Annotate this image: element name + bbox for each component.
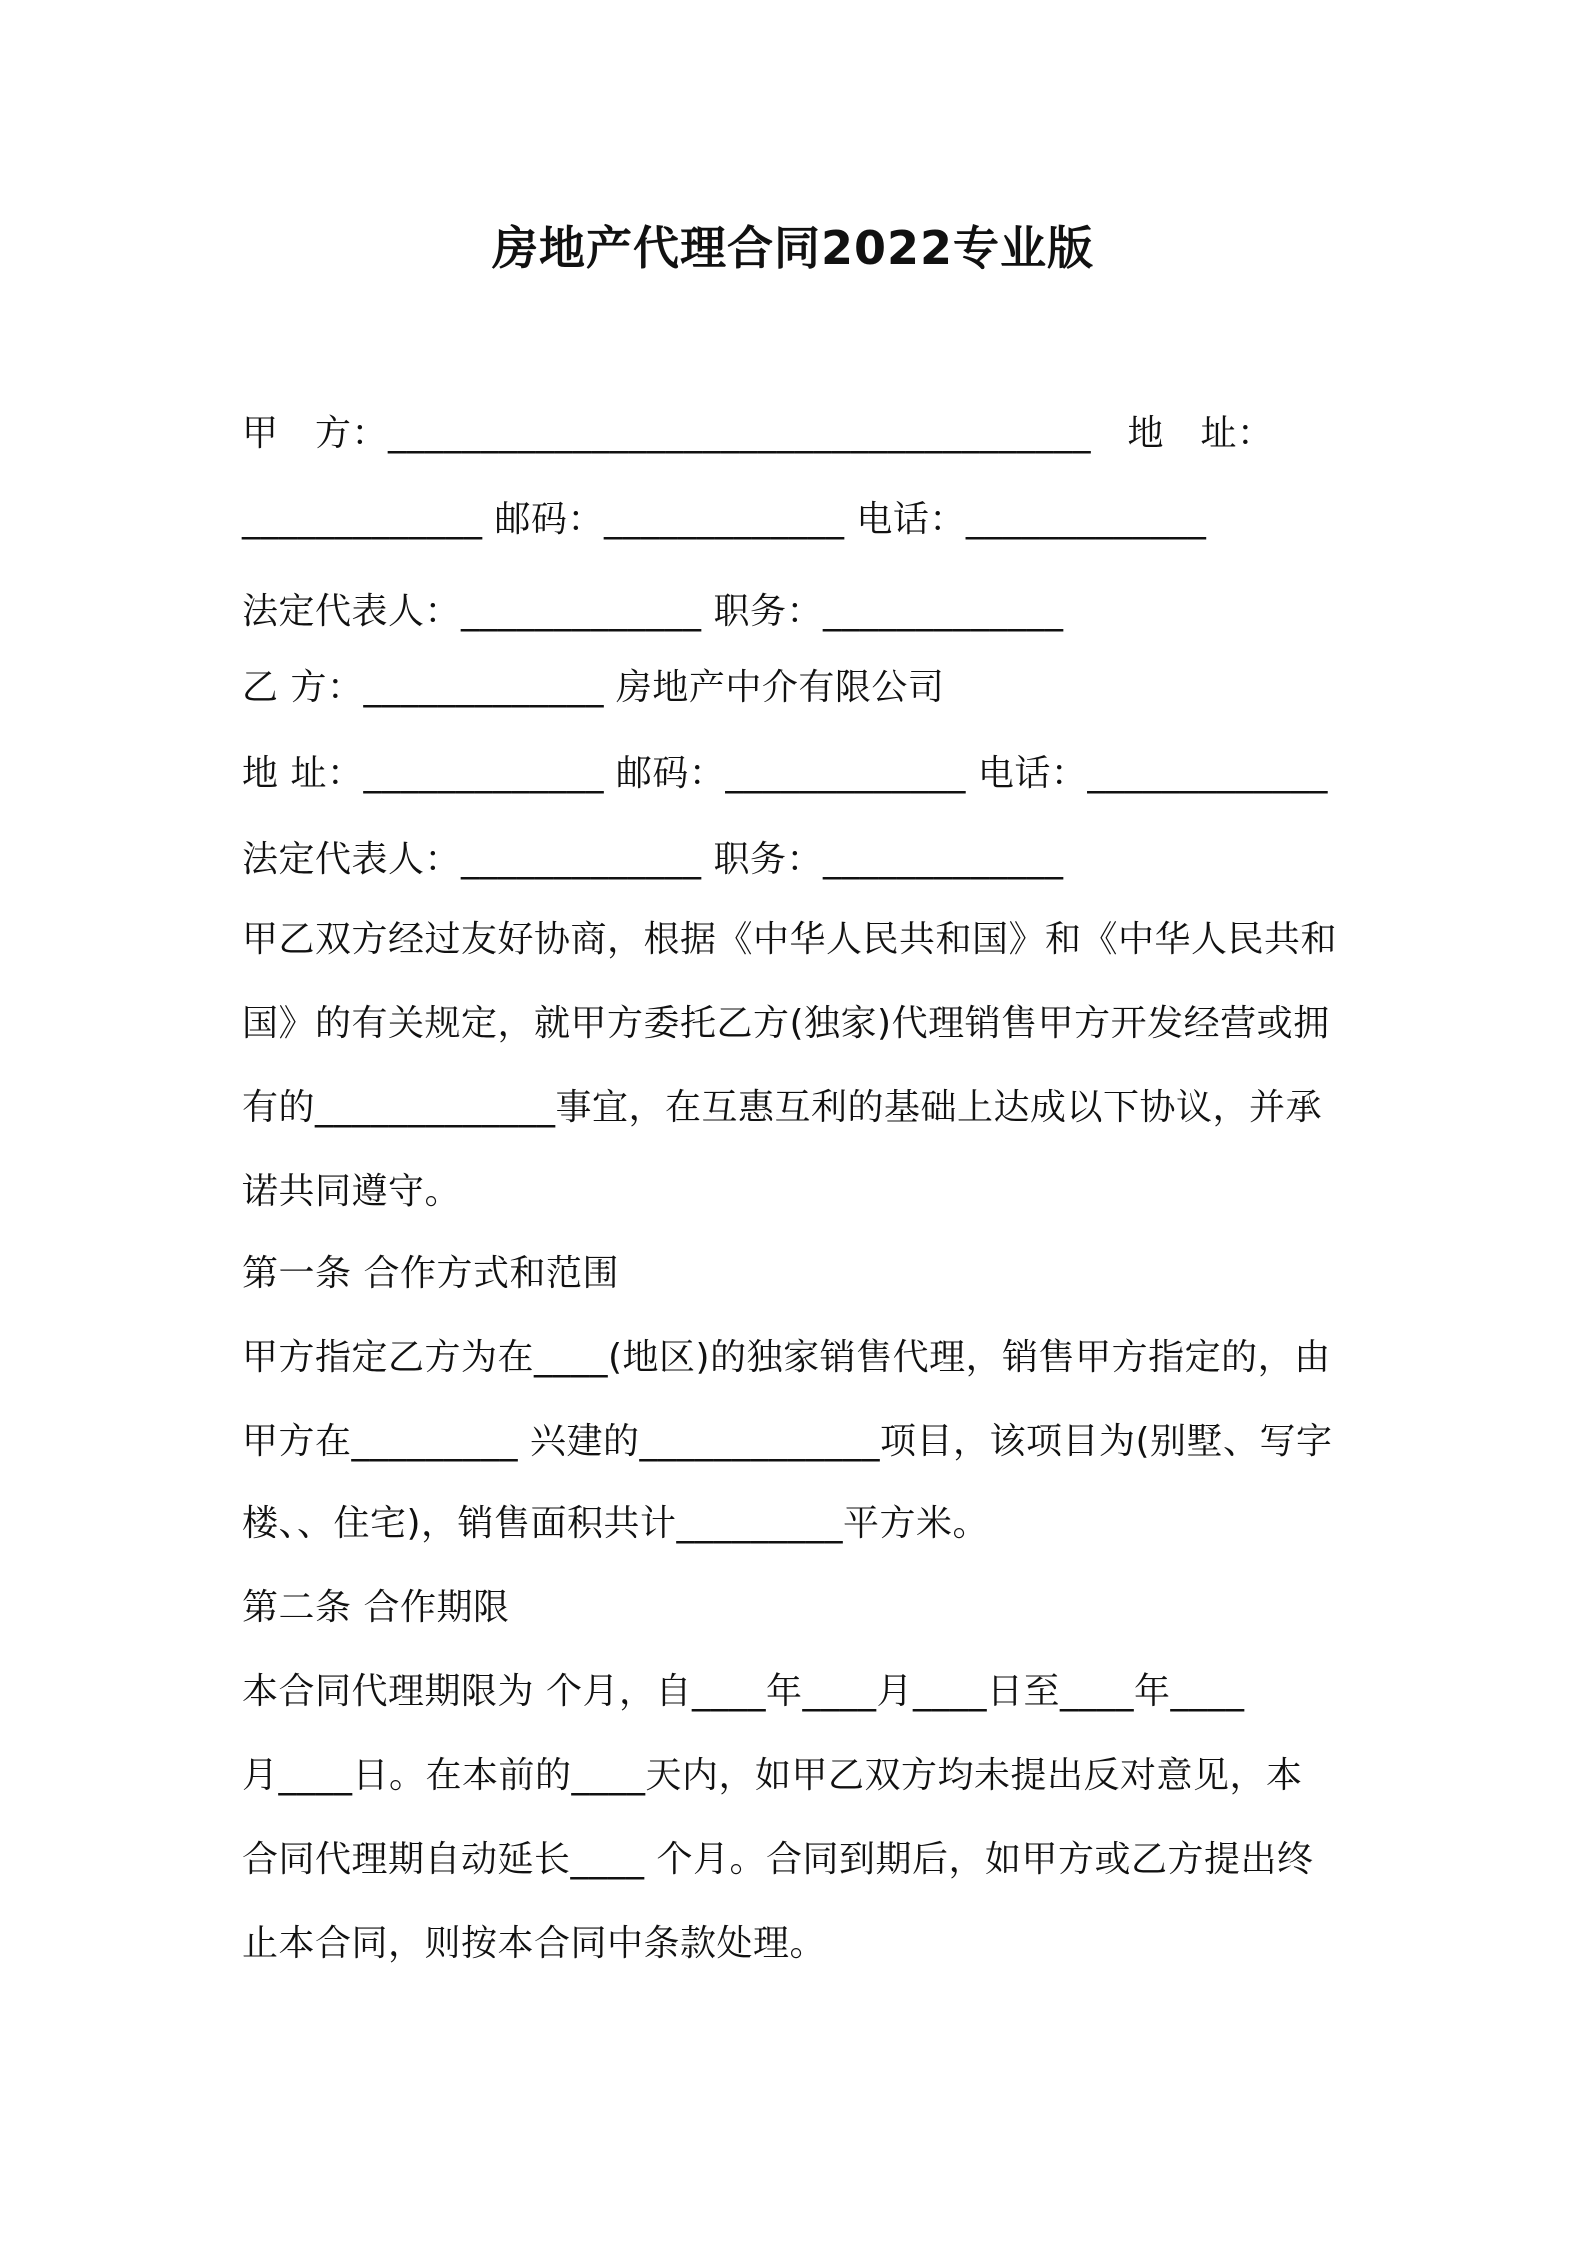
- article-2-line-2: 月____日。在本前的____天内，如甲乙双方均未提出反对意见，本: [242, 1755, 1303, 1796]
- preamble-line-3: 有的_____________事宜，在互惠互利的基础上达成以下协议，并承: [242, 1087, 1323, 1128]
- article-2-heading: 第二条 合作期限: [242, 1587, 510, 1628]
- party-a-line: 甲 方：______________________________________ 地 址：: [242, 413, 1274, 454]
- party-a-representative-line: 法定代表人：_____________ 职务：_____________: [242, 591, 1064, 632]
- party-b-contact-line: 地 址：_____________ 邮码：_____________ 电话：_____________: [242, 753, 1328, 794]
- article-1-line-2: 甲方在_________ 兴建的_____________项目，该项目为(别墅、写字: [242, 1421, 1333, 1462]
- article-1-line-1: 甲方指定乙方为在____(地区)的独家销售代理，销售甲方指定的，由: [242, 1337, 1331, 1378]
- preamble-line-1: 甲乙双方经过友好协商，根据《中华人民共和国》和《中华人民共和: [242, 919, 1338, 960]
- party-b-representative-line: 法定代表人：_____________ 职务：_____________: [242, 839, 1064, 880]
- party-a-contact-line: _____________ 邮码：_____________ 电话：_____________: [242, 499, 1207, 540]
- preamble-line-4: 诺共同遵守。: [242, 1171, 462, 1212]
- document-title: 房地产代理合同2022专业版: [491, 221, 1095, 275]
- article-1-heading: 第一条 合作方式和范围: [242, 1253, 619, 1294]
- article-1-line-3: 楼、、住宅)，销售面积共计_________平方米。: [242, 1503, 990, 1544]
- article-2-line-1: 本合同代理期限为 个月，自____年____月____日至____年____: [242, 1671, 1245, 1712]
- preamble-line-2: 国》的有关规定，就甲方委托乙方(独家)代理销售甲方开发经营或拥: [242, 1003, 1330, 1044]
- article-2-line-4: 止本合同，则按本合同中条款处理。: [242, 1923, 827, 1964]
- party-b-line: 乙 方：_____________ 房地产中介有限公司: [242, 667, 945, 708]
- article-2-line-3: 合同代理期自动延长____ 个月。合同到期后，如甲方或乙方提出终: [242, 1839, 1314, 1880]
